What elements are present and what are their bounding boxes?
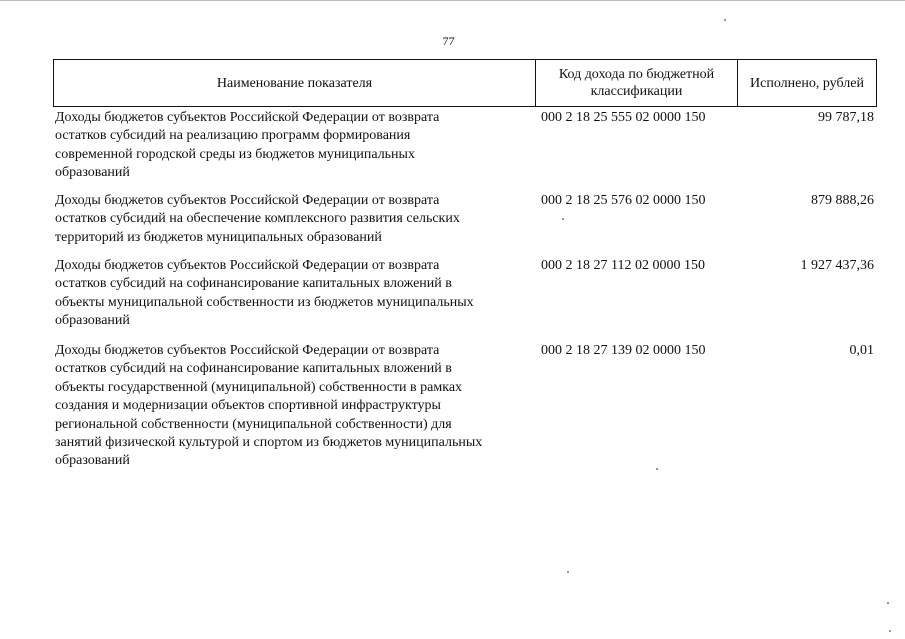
row-name-cell — [55, 191, 535, 256]
name-line: региональной собственности (муниципальной собственности) для — [55, 416, 452, 432]
row-code-cell: 000 2 18 27 139 02 0000 150 — [541, 343, 706, 358]
name-line: Доходы бюджетов субъектов Российской Федерации от возврата — [55, 343, 440, 358]
table-row — [55, 191, 877, 256]
name-line: образований — [55, 313, 130, 329]
name-line: занятий физической культурой и спортом из бюджетов муниципальных — [55, 435, 483, 451]
name-line: объекты муниципальной собственности из бюджетов муниципальных — [55, 294, 474, 310]
row-amount-cell: 0,01 — [849, 343, 874, 358]
scan-speck — [889, 630, 891, 632]
row-code-cell: 000 2 18 25 555 02 0000 150 — [541, 110, 706, 125]
name-line: остатков субсидий на обеспечение комплексного развития сельских — [55, 211, 460, 227]
name-line: остатков субсидий на софинансирование капитальных вложений в — [55, 361, 452, 377]
table-row — [55, 108, 877, 191]
name-line: образований — [55, 453, 130, 469]
row-code-cell: 000 2 18 25 576 02 0000 150 — [541, 193, 706, 208]
table-header — [53, 59, 877, 107]
name-line: Доходы бюджетов субъектов Российской Федерации от возврата — [55, 258, 440, 273]
name-line: современной городской среды из бюджетов муниципальных — [55, 146, 415, 162]
name-line: остатков субсидий на реализацию программ формирования — [55, 128, 411, 144]
row-name-cell — [55, 341, 535, 473]
scan-speck — [567, 571, 569, 573]
header-code-column: Код дохода по бюджетной классификации — [536, 60, 738, 106]
row-code-cell: 000 2 18 27 112 02 0000 150 — [541, 258, 705, 273]
scan-speck — [887, 602, 889, 604]
row-amount-cell: 99 787,18 — [818, 110, 874, 125]
table-row — [55, 341, 877, 473]
table-body — [55, 108, 877, 473]
row-amount-cell: 1 927 437,36 — [800, 258, 874, 273]
page-number: 77 — [442, 34, 455, 48]
row-amount-cell: 879 888,26 — [811, 193, 874, 208]
name-line: Доходы бюджетов субъектов Российской Федерации от возврата — [55, 110, 440, 125]
name-line: территорий из бюджетов муниципальных образований — [55, 229, 382, 245]
row-name-cell — [55, 256, 535, 341]
name-line: Доходы бюджетов субъектов Российской Федерации от возврата — [55, 193, 440, 208]
scan-speck — [656, 468, 658, 470]
name-line: образований — [55, 165, 130, 181]
header-amount-column: Исполнено, рублей — [750, 75, 864, 91]
name-line: остатков субсидий на софинансирование капитальных вложений в — [55, 276, 452, 292]
scan-speck — [724, 19, 726, 21]
name-line: создания и модернизации объектов спортивной инфраструктуры — [55, 398, 441, 414]
row-name-cell — [55, 108, 535, 191]
header-name-column: Наименование показателя — [54, 60, 536, 106]
name-line: объекты государственной (муниципальной) собственности в рамках — [55, 379, 463, 395]
page-top-edge — [0, 0, 905, 1]
table-row — [55, 256, 877, 341]
scan-speck — [562, 218, 564, 220]
